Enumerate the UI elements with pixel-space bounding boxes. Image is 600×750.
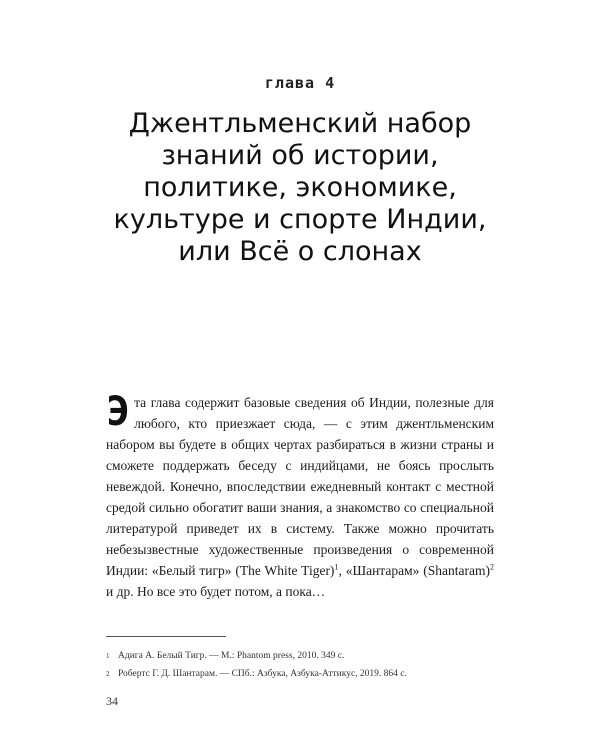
footnote-text: Адига А. Белый Тигр. — М.: Phantom press, 2010. 349 с.	[118, 651, 345, 661]
footnote	[106, 650, 526, 662]
footnote-reference[interactable]: 2	[490, 562, 494, 572]
chapter-title-line: знаний об истории,	[161, 140, 439, 171]
body-text-part: , «Шантарам» (Shantaram)	[338, 563, 490, 578]
chapter-title	[80, 108, 520, 268]
drop-cap: Э	[106, 389, 131, 435]
page-number: 34	[106, 694, 118, 708]
body-paragraph	[106, 389, 494, 602]
footnote-reference[interactable]: 1	[334, 562, 339, 572]
footnote-number: 1	[106, 652, 110, 660]
footnote-rule	[106, 636, 226, 637]
chapter-title-line: Джентльменский набор	[128, 108, 472, 139]
body-text-part: и др. Но все это будет потом, а пока…	[106, 584, 326, 599]
chapter-title-line: политике, экономике,	[143, 172, 457, 203]
chapter-title-line: культуре и спорте Индии,	[113, 204, 487, 235]
footnote-text: Робертс Г. Д. Шантарам. — СПб.: Азбука, Азбука-Аттикус, 2019. 864 с.	[118, 669, 407, 679]
footnote-number: 2	[106, 670, 110, 678]
footnote	[106, 668, 526, 680]
body-text-part: та глава содержит базовые сведения об Индии, полезные для любого, кто приезжает сюда, — с этим джентльменским набором вы будете в общих чертах разбираться в жизни страны и сможете поддержать беседу с индийцами, не боясь прослыть невеждой. Конечно, впоследствии ежедневный контакт с местной средой сильно обогатит ваши знания, а знакомство со специальной литературой приведет их в систему. Также можно прочитать небезызвестные художественные произведения о современной Индии: «Белый тигр» (The White Tiger)	[106, 395, 494, 578]
chapter-title-line: или Всё о слонах	[178, 236, 422, 267]
chapter-label: глава 4	[264, 74, 336, 92]
